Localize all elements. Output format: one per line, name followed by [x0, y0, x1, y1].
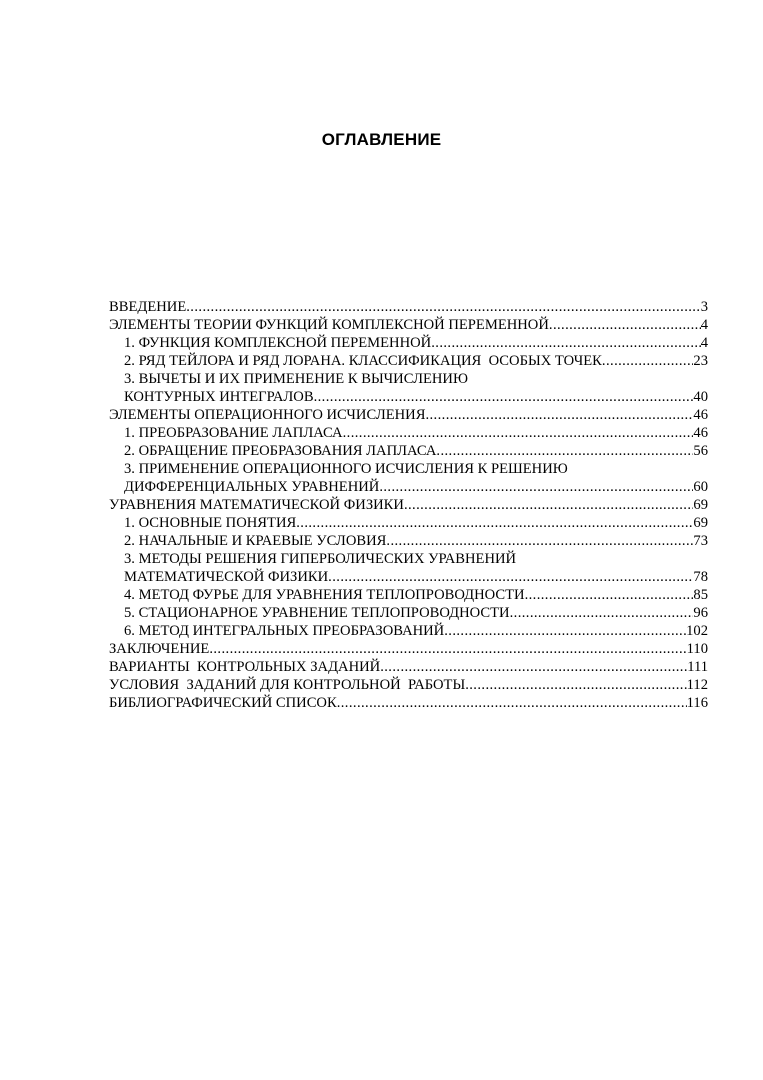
toc-entry-page-number: 116 — [686, 695, 708, 711]
toc-entry-title: ЭЛЕМЕНТЫ ОПЕРАЦИОННОГО ИСЧИСЛЕНИЯ — [109, 407, 426, 423]
toc-entry[interactable] — [109, 514, 708, 532]
toc-entry[interactable] — [109, 604, 708, 622]
toc-entry-page-number: 69 — [693, 497, 708, 513]
toc-entry-page-number: 46 — [693, 425, 708, 441]
toc-entry-page-number: 78 — [693, 569, 708, 585]
toc-leader-dots — [343, 424, 694, 442]
toc-entry[interactable] — [109, 622, 708, 640]
toc-leader-dots — [431, 334, 700, 352]
toc-entry-page-number: 23 — [693, 353, 708, 369]
toc-entry[interactable] — [109, 442, 708, 460]
toc-entry-title: КОНТУРНЫХ ИНТЕГРАЛОВ — [124, 389, 314, 405]
toc-entry-page-number: 111 — [687, 659, 708, 675]
toc-entry-page-number: 60 — [693, 479, 708, 495]
toc-entry[interactable] — [109, 676, 708, 694]
toc-entry[interactable] — [109, 352, 708, 370]
toc-entry[interactable] — [109, 640, 708, 658]
page-title: ОГЛАВЛЕНИЕ — [321, 130, 442, 149]
toc-entry-title: МАТЕМАТИЧЕСКОЙ ФИЗИКИ — [124, 569, 329, 585]
toc-leader-dots — [337, 694, 687, 712]
toc-entry-title: 2. НАЧАЛЬНЫЕ И КРАЕВЫЕ УСЛОВИЯ — [124, 533, 387, 549]
toc-entry-page-number: 3 — [700, 299, 708, 315]
toc-entry[interactable] — [109, 568, 708, 586]
toc-leader-dots — [209, 640, 686, 658]
toc-entry-title: ЗАКЛЮЧЕНИЕ — [109, 641, 210, 657]
toc-leader-dots — [444, 622, 686, 640]
toc-leader-dots — [436, 442, 693, 460]
toc-leader-dots — [525, 586, 694, 604]
toc-entry-page-number: 46 — [693, 407, 708, 423]
toc-leader-dots — [510, 604, 694, 622]
toc-entry-title: БИБЛИОГРАФИЧЕСКИЙ СПИСОК — [109, 695, 337, 711]
toc-entry-page-number: 96 — [693, 605, 708, 621]
toc-leader-dots — [425, 406, 693, 424]
toc-leader-dots — [465, 676, 686, 694]
toc-leader-dots — [404, 496, 693, 514]
toc-entry-title: ВАРИАНТЫ КОНТРОЛЬНЫХ ЗАДАНИЙ — [109, 659, 381, 675]
toc-entry-page-number: 110 — [686, 641, 708, 657]
toc-entry-title: 6. МЕТОД ИНТЕГРАЛЬНЫХ ПРЕОБРАЗОВАНИЙ — [124, 623, 445, 639]
toc-entry-title: УРАВНЕНИЯ МАТЕМАТИЧЕСКОЙ ФИЗИКИ — [109, 497, 404, 513]
toc-entry[interactable] — [109, 694, 708, 712]
toc-leader-dots — [549, 316, 701, 334]
toc-entry[interactable] — [109, 460, 708, 478]
toc-entry-page-number: 85 — [693, 587, 708, 603]
table-of-contents — [109, 298, 708, 712]
toc-entry[interactable] — [109, 532, 708, 550]
toc-entry-page-number: 112 — [686, 677, 708, 693]
toc-entry[interactable] — [109, 316, 708, 334]
toc-entry-page-number: 56 — [693, 443, 708, 459]
toc-entry[interactable] — [109, 586, 708, 604]
toc-entry-page-number: 73 — [693, 533, 708, 549]
toc-entry[interactable] — [109, 550, 708, 568]
toc-entry[interactable] — [109, 496, 708, 514]
toc-entry-title: 1. ФУНКЦИЯ КОМПЛЕКСНОЙ ПЕРЕМЕННОЙ — [124, 335, 432, 351]
toc-entry[interactable] — [109, 298, 708, 316]
toc-leader-dots — [296, 514, 693, 532]
toc-entry-title: ДИФФЕРЕНЦИАЛЬНЫХ УРАВНЕНИЙ — [124, 479, 380, 495]
toc-entry-title: 5. СТАЦИОНАРНОЕ УРАВНЕНИЕ ТЕПЛОПРОВОДНОСТИ — [124, 605, 510, 621]
toc-entry-title: 1. ПРЕОБРАЗОВАНИЕ ЛАПЛАСА — [124, 425, 343, 441]
toc-entry-page-number: 102 — [686, 623, 708, 639]
toc-leader-dots — [186, 298, 700, 316]
toc-entry[interactable] — [109, 406, 708, 424]
toc-entry-title: 4. МЕТОД ФУРЬЕ ДЛЯ УРАВНЕНИЯ ТЕПЛОПРОВОДНОСТИ — [124, 587, 525, 603]
toc-entry-title: 3. ВЫЧЕТЫ И ИХ ПРИМЕНЕНИЕ К ВЫЧИСЛЕНИЮ — [124, 371, 468, 387]
toc-entry[interactable] — [109, 388, 708, 406]
toc-entry-page-number: 4 — [700, 335, 708, 351]
toc-entry[interactable] — [109, 478, 708, 496]
toc-entry-page-number: 4 — [700, 317, 708, 333]
toc-entry-title: 2. РЯД ТЕЙЛОРА И РЯД ЛОРАНА. КЛАССИФИКАЦИЯ ОСОБЫХ ТОЧЕК — [124, 353, 602, 369]
toc-entry[interactable] — [109, 334, 708, 352]
toc-leader-dots — [314, 388, 694, 406]
toc-entry[interactable] — [109, 370, 708, 388]
toc-entry-title: УСЛОВИЯ ЗАДАНИЙ ДЛЯ КОНТРОЛЬНОЙ РАБОТЫ — [109, 677, 466, 693]
toc-leader-dots — [328, 568, 693, 586]
toc-entry-page-number: 69 — [693, 515, 708, 531]
toc-entry-page-number: 40 — [693, 389, 708, 405]
toc-leader-dots — [602, 352, 693, 370]
toc-leader-dots — [386, 532, 693, 550]
toc-entry[interactable] — [109, 424, 708, 442]
toc-entry-title: 3. ПРИМЕНЕНИЕ ОПЕРАЦИОННОГО ИСЧИСЛЕНИЯ К РЕШЕНИЮ — [124, 461, 568, 477]
toc-entry-title: 3. МЕТОДЫ РЕШЕНИЯ ГИПЕРБОЛИЧЕСКИХ УРАВНЕНИЙ — [124, 551, 517, 567]
toc-entry-title: 1. ОСНОВНЫЕ ПОНЯТИЯ — [124, 515, 297, 531]
toc-entry-title: ЭЛЕМЕНТЫ ТЕОРИИ ФУНКЦИЙ КОМПЛЕКСНОЙ ПЕРЕМЕННОЙ — [109, 317, 549, 333]
toc-entry-title: ВВЕДЕНИЕ — [109, 299, 187, 315]
toc-leader-dots — [379, 478, 693, 496]
toc-entry-title: 2. ОБРАЩЕНИЕ ПРЕОБРАЗОВАНИЯ ЛАПЛАСА — [124, 443, 437, 459]
toc-leader-dots — [380, 658, 687, 676]
toc-entry[interactable] — [109, 658, 708, 676]
